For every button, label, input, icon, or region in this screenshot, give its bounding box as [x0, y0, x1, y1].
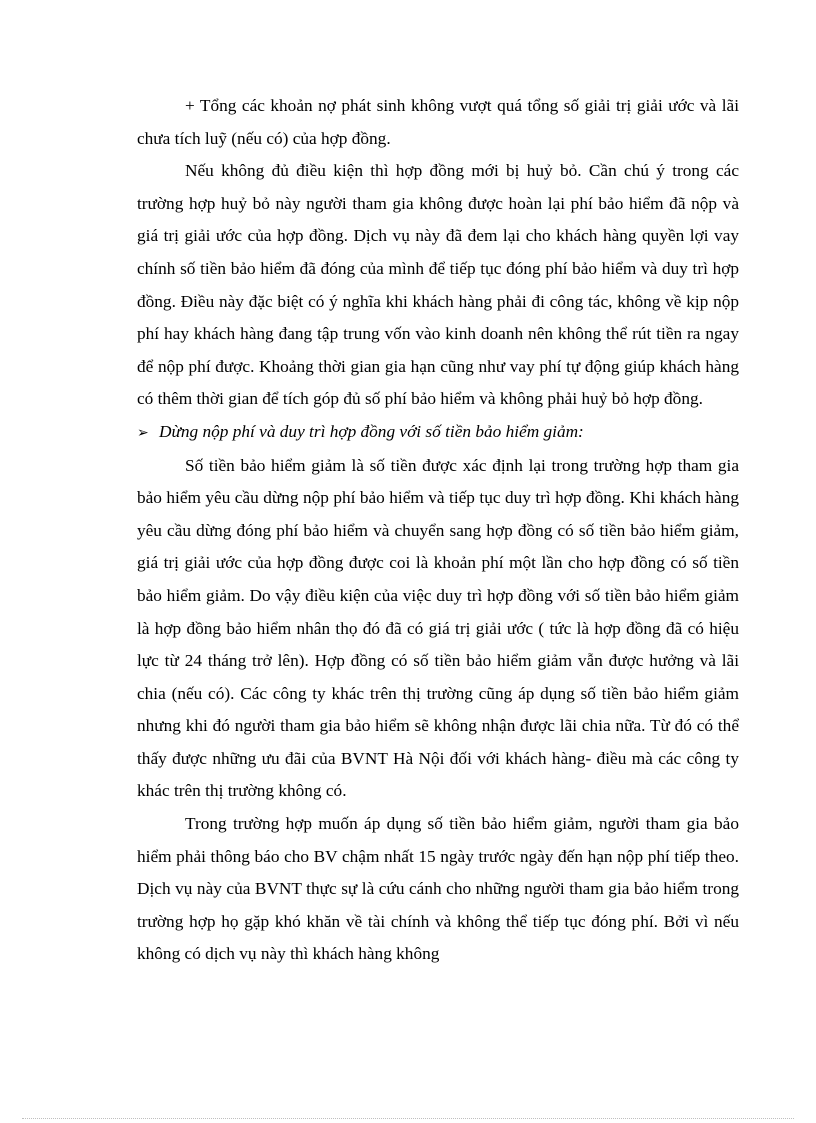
- page-bottom-border: [22, 1118, 794, 1119]
- paragraph-debt-condition: + Tổng các khoản nợ phát sinh không vượt quá tổng số giải trị giải ước và lãi chưa tích luỹ (nếu có) của hợp đồng.: [137, 96, 739, 148]
- bullet-heading-text: Dừng nộp phí và duy trì hợp đồng với số tiền bảo hiểm giảm:: [159, 421, 584, 441]
- paragraph-notification-requirement: Trong trường hợp muốn áp dụng số tiền bảo hiểm giảm, người tham gia bảo hiểm phải thông báo cho BV chậm nhất 15 ngày trước ngày đến hạn nộp phí tiếp theo. Dịch vụ này của BVNT thực sự là cứu cánh cho những người tham gia bảo hiểm trong trường hợp họ gặp khó khăn về tài chính và không thể tiếp tục đóng phí. Bởi vì nếu không có dịch vụ này thì khách hàng không: [137, 814, 739, 964]
- paragraph-reduced-sum-insured: Số tiền bảo hiểm giảm là số tiền được xác định lại trong trường hợp tham gia bảo hiểm yêu cầu dừng nộp phí bảo hiểm và tiếp tục duy trì hợp đồng. Khi khách hàng yêu cầu dừng đóng phí bảo hiểm và chuyển sang hợp đồng có số tiền bảo hiểm giảm, giá trị giải ước của hợp đồng được coi là khoản phí một lần cho hợp đồng có số tiền bảo hiểm giảm. Do vậy điều kiện của việc duy trì hợp đồng với số tiền bảo hiểm giảm là hợp đồng bảo hiểm nhân thọ đó đã có giá trị giải ước ( tức là hợp đồng đã có hiệu lực từ 24 tháng trở lên). Hợp đồng có số tiền bảo hiểm giảm vẫn được hưởng và lãi chia (nếu có). Các công ty khác trên thị trường cũng áp dụng số tiền bảo hiểm giảm nhưng khi đó người tham gia bảo hiểm sẽ không nhận được lãi chia nữa. Từ đó có thể thấy được những ưu đãi của BVNT Hà Nội đối với khách hàng- điều mà các công ty khác trên thị trường không có.: [137, 455, 739, 801]
- arrow-bullet-icon: ➢: [137, 424, 149, 441]
- paragraph-contract-cancellation: Nếu không đủ điều kiện thì hợp đồng mới bị huỷ bỏ. Cần chú ý trong các trường hợp huỷ bỏ này người tham gia không được hoàn lại phí bảo hiểm đã nộp và giá trị giải ước của hợp đồng. Dịch vụ này đã đem lại cho khách hàng quyền lợi vay chính số tiền bảo hiểm đã đóng của mình để tiếp tục đóng phí bảo hiểm và duy trì hợp đồng. Điều này đặc biệt có ý nghĩa khi khách hàng phải đi công tác, không về kịp nộp phí hay khách hàng đang tập trung vốn vào kinh doanh nên không thể rút tiền ra ngay để nộp phí được. Khoảng thời gian gia hạn cũng như vay phí tự động giúp khách hàng có thêm thời gian để tích góp đủ số phí bảo hiểm và không phải huỷ bỏ hợp đồng.: [137, 161, 739, 409]
- bullet-heading: [137, 416, 739, 450]
- document-body: [137, 90, 739, 971]
